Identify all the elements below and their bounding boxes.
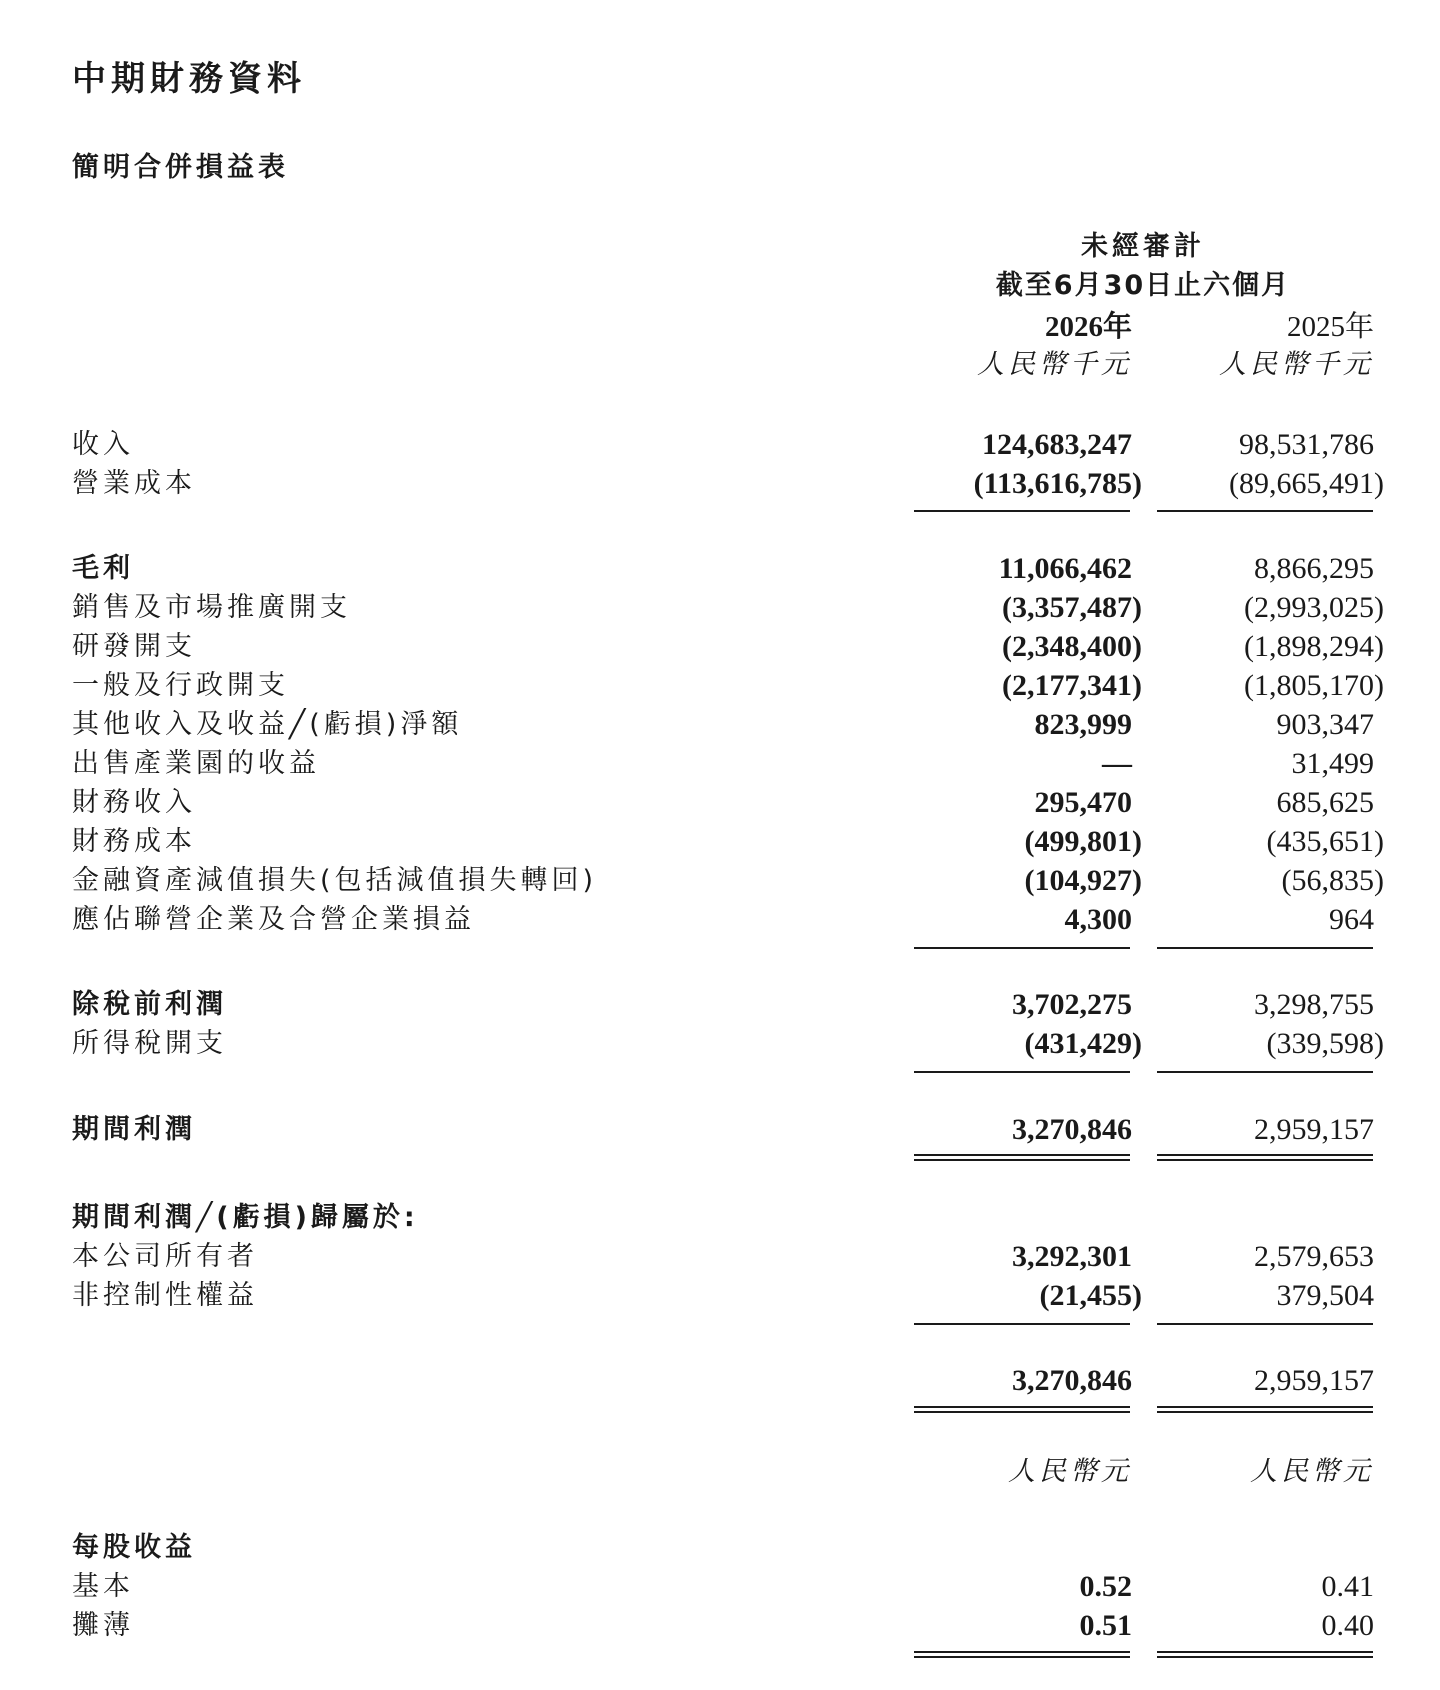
row-label: 期間利潤 (72, 1114, 196, 1145)
eps-unit-current: 人民幣元 (1008, 1456, 1132, 1487)
value-2026: (113,616,785) (973, 467, 1142, 500)
value-2026: 3,270,846 (1012, 1113, 1132, 1146)
value-2026: (431,429) (1024, 1027, 1142, 1060)
year-current: 2026年 (1044, 311, 1132, 343)
row-owners-of-company (0, 1239, 1440, 1275)
row-other-income (0, 707, 1440, 743)
value-2025: (1,805,170) (1244, 669, 1384, 702)
value-2026: 823,999 (1034, 708, 1132, 741)
row-label: 基本 (72, 1571, 134, 1602)
period-label: 截至6月30日止六個月 (995, 270, 1291, 301)
value-2026: (2,177,341) (1002, 669, 1142, 702)
row-non-controlling-interests (0, 1278, 1440, 1314)
total-double-rule (914, 1651, 1130, 1658)
row-label: 收入 (72, 429, 134, 460)
statement-title: 簡明合併損益表 (72, 152, 289, 183)
row-label: 金融資產減值損失(包括減值損失轉回) (72, 865, 598, 896)
row-attributable-heading (0, 1200, 1440, 1236)
value-2026: 124,683,247 (982, 428, 1132, 461)
value-2025: (435,651) (1266, 825, 1384, 858)
value-2026: 0.52 (1079, 1570, 1132, 1603)
value-2025: 903,347 (1276, 708, 1374, 741)
subtotal-rule (914, 947, 1130, 949)
unit-prior: 人民幣千元 (1219, 349, 1374, 380)
row-revenue (0, 427, 1440, 463)
value-2025: 379,504 (1276, 1279, 1374, 1312)
value-2025: (1,898,294) (1244, 630, 1384, 663)
subtotal-rule (1157, 1071, 1373, 1073)
row-gain-disposal-park (0, 746, 1440, 782)
row-label: 銷售及市場推廣開支 (72, 592, 351, 623)
row-profit-before-tax (0, 987, 1440, 1023)
audit-status: 未經審計 (1081, 231, 1205, 262)
total-double-rule (1157, 1651, 1373, 1658)
value-2026: (2,348,400) (1002, 630, 1142, 663)
row-eps-diluted (0, 1608, 1440, 1644)
value-2025: 0.41 (1321, 1570, 1374, 1603)
row-label: 出售產業園的收益 (72, 748, 320, 779)
row-label: 財務收入 (72, 787, 196, 818)
value-2026: 4,300 (1064, 903, 1132, 936)
value-2026: 3,292,301 (1012, 1240, 1132, 1273)
total-double-rule (914, 1154, 1130, 1161)
row-label: 一般及行政開支 (72, 670, 289, 701)
row-label: 營業成本 (72, 468, 196, 499)
row-label: 本公司所有者 (72, 1241, 258, 1272)
value-2025: 31,499 (1291, 747, 1374, 780)
value-2025: 964 (1329, 903, 1374, 936)
row-eps-heading (0, 1530, 1440, 1566)
row-label: 財務成本 (72, 826, 196, 857)
row-rnd-expenses (0, 629, 1440, 665)
total-double-rule (914, 1406, 1130, 1413)
row-admin-expenses (0, 668, 1440, 704)
subtotal-rule (1157, 510, 1373, 512)
year-prior: 2025年 (1286, 311, 1374, 343)
row-label: 研發開支 (72, 631, 196, 662)
row-label: 攤薄 (72, 1610, 134, 1641)
row-label: 每股收益 (72, 1532, 196, 1563)
unit-current: 人民幣千元 (977, 349, 1132, 380)
value-2025: 8,866,295 (1254, 552, 1374, 585)
value-2025: 98,531,786 (1239, 428, 1374, 461)
value-2026: 0.51 (1079, 1609, 1132, 1642)
row-gross-profit (0, 551, 1440, 587)
page-title: 中期財務資料 (72, 59, 306, 99)
total-double-rule (1157, 1406, 1373, 1413)
row-finance-income (0, 785, 1440, 821)
row-finance-costs (0, 824, 1440, 860)
value-2026: (104,927) (1024, 864, 1142, 897)
row-label: 所得稅開支 (72, 1028, 227, 1059)
value-2025: 0.40 (1321, 1609, 1374, 1642)
subtotal-rule (1157, 947, 1373, 949)
subtotal-rule (914, 1323, 1130, 1325)
value-2026: — (1102, 747, 1132, 780)
value-2026: 3,702,275 (1012, 988, 1132, 1021)
value-2025: (89,665,491) (1229, 467, 1384, 500)
row-label: 應佔聯營企業及合營企業損益 (72, 904, 475, 935)
value-2026: 11,066,462 (998, 552, 1132, 585)
row-label: 除稅前利潤 (72, 989, 227, 1020)
row-label: 期間利潤╱(虧損)歸屬於: (72, 1202, 419, 1233)
value-2026: 3,270,846 (1012, 1364, 1132, 1397)
row-label: 其他收入及收益╱(虧損)淨額 (72, 709, 463, 740)
subtotal-rule (914, 510, 1130, 512)
value-2025: (2,993,025) (1244, 591, 1384, 624)
row-income-tax (0, 1026, 1440, 1062)
row-attributable-total (0, 1363, 1440, 1399)
value-2026: (499,801) (1024, 825, 1142, 858)
value-2026: (21,455) (1039, 1279, 1142, 1312)
row-cost-of-sales (0, 466, 1440, 502)
value-2025: 3,298,755 (1254, 988, 1374, 1021)
subtotal-rule (1157, 1323, 1373, 1325)
row-selling-expenses (0, 590, 1440, 626)
row-impairment-losses (0, 863, 1440, 899)
value-2025: (339,598) (1266, 1027, 1384, 1060)
total-double-rule (1157, 1154, 1373, 1161)
value-2026: (3,357,487) (1002, 591, 1142, 624)
value-2025: (56,835) (1281, 864, 1384, 897)
row-label: 毛利 (72, 553, 134, 584)
value-2025: 2,579,653 (1254, 1240, 1374, 1273)
row-eps-basic (0, 1569, 1440, 1605)
value-2025: 685,625 (1276, 786, 1374, 819)
subtotal-rule (914, 1071, 1130, 1073)
value-2025: 2,959,157 (1254, 1113, 1374, 1146)
row-share-of-associates (0, 902, 1440, 938)
eps-unit-prior: 人民幣元 (1250, 1456, 1374, 1487)
value-2025: 2,959,157 (1254, 1364, 1374, 1397)
value-2026: 295,470 (1034, 786, 1132, 819)
row-label: 非控制性權益 (72, 1280, 258, 1311)
row-profit-for-period (0, 1112, 1440, 1148)
